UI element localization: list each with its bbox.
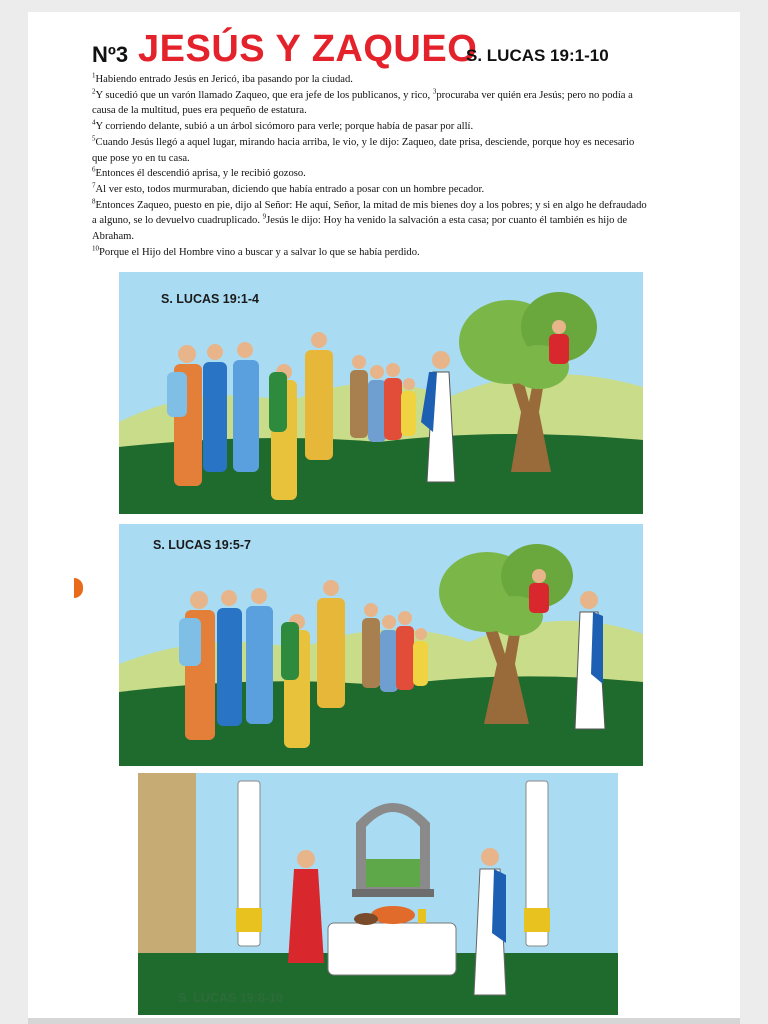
verse-text: Al ver esto, todos murmuraban, diciendo que había entrado a posar con un hombre pecador. (95, 183, 485, 195)
verse-line (92, 198, 652, 245)
verse-number: 10 (92, 244, 99, 253)
verse-number: 6 (92, 165, 96, 174)
panel-2-label: S. LUCAS 19:5-7 (153, 538, 251, 552)
illustration-panel-3 (138, 773, 618, 1015)
illustration-panel-1 (119, 272, 643, 514)
verse-line (92, 182, 652, 198)
verse-number: 1 (92, 71, 96, 80)
verse-number: 9 (262, 212, 267, 221)
lesson-number: Nº3 (92, 42, 129, 67)
verse-line (92, 245, 652, 261)
panel-1-scene (119, 272, 643, 514)
verse-text: procuraba ver quién era Jesús; pero no podía a causa de la multitud, pues era pequeño de estatura. (92, 89, 633, 117)
scripture-reference: S. LUCAS 19:1-10 (466, 46, 609, 65)
verse-text: Habiendo entrado Jesús en Jericó, iba pasando por la ciudad. (95, 74, 353, 85)
verse-line (92, 135, 652, 166)
verse-number: 3 (432, 87, 437, 96)
title-row (92, 28, 652, 76)
verse-number: 7 (92, 181, 96, 190)
arched-window (352, 803, 434, 897)
verse-text: Jesús le dijo: Hoy ha venido la salvación a esta casa; por cuanto él también es hijo de Abraham. (92, 215, 628, 243)
panel-2-scene (119, 524, 643, 766)
verse-text: Y corriendo delante, subió a un árbol sicómoro para verle; porque había de pasar por allí. (95, 121, 474, 133)
page-title: JESÚS Y ZAQUEO (138, 28, 478, 70)
verse-number: 4 (92, 118, 96, 127)
left-pillar (236, 781, 262, 946)
verse-text: Entonces él descendió aprisa, y le recibió gozoso. (95, 168, 306, 180)
panel-3-scene (138, 773, 618, 1015)
verse-line (92, 166, 652, 182)
verse-text: Y sucedió que un varón llamado Zaqueo, que era jefe de los publicanos, y rico, (95, 89, 433, 101)
panel-1-label: S. LUCAS 19:1-4 (161, 292, 259, 306)
panel-3-label: S. LUCAS 19:8-10 (178, 991, 283, 1005)
illustration-panel-2 (119, 524, 643, 766)
verse-line (92, 88, 652, 119)
scripture-text (92, 72, 652, 260)
verse-line (92, 72, 652, 88)
verse-number: 8 (92, 197, 96, 206)
verse-number: 2 (92, 87, 96, 96)
verse-line (92, 119, 652, 135)
verse-text: Entonces Zaqueo, puesto en pie, dijo al Señor: He aquí, Señor, la mitad de mis bienes doy a los pobres; y si en algo he defraudado a alguno, se lo devuelvo cuadruplicado. (92, 199, 647, 227)
verse-number: 5 (92, 134, 96, 143)
page-bottom-edge (28, 1018, 740, 1024)
verse-text: Porque el Hijo del Hombre vino a buscar y a salvar lo que se había perdido. (99, 246, 420, 258)
right-pillar (524, 781, 550, 946)
verse-text: Cuando Jesús llegó a aquel lugar, mirando hacia arriba, le vio, y le dijo: Zaqueo, date prisa, desciende, porque hoy es necesario que pose yo en tu casa. (92, 136, 635, 164)
